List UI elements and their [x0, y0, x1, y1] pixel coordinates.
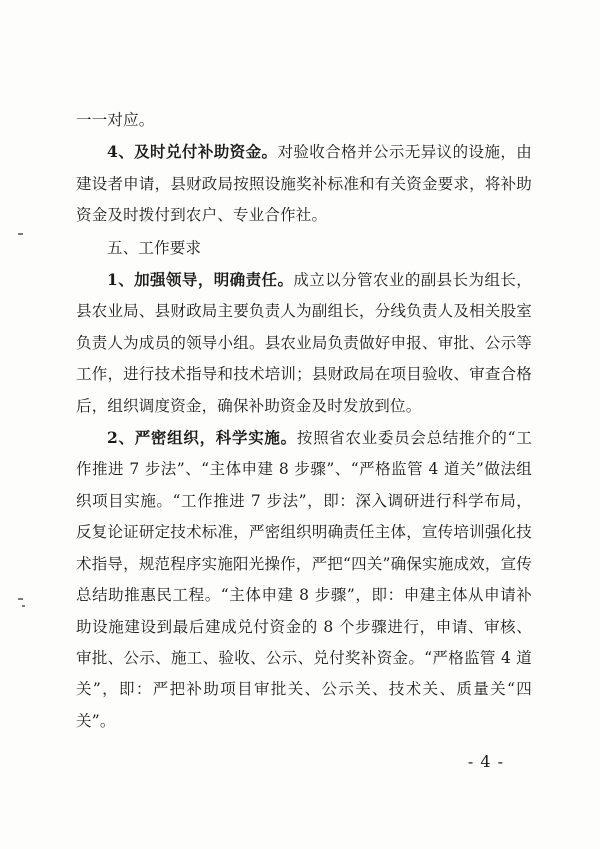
paragraph — [76, 136, 532, 231]
section-heading-text: 五、工作要求 — [107, 238, 202, 257]
paragraph-heading: 4、及时兑付补助资金。 — [107, 142, 278, 162]
paragraph-text: 成立以分管农业的副县长为组长，县农业局、县财政局主要负责人为副组长，分线负责人及相关股室负责人为成员的领导小组。县农业局负责做好申报、审批、公示等工作，进行技术指导和技术培训；县财政局在项目验收、审查合格后，组织调度资金，确保补助资金及时发放到位。 — [76, 271, 532, 415]
paragraph — [76, 264, 532, 422]
paragraph-heading: 2、严密组织，科学实施。 — [107, 428, 297, 448]
document-body — [76, 104, 532, 737]
paragraph — [76, 104, 532, 136]
paragraph — [76, 422, 532, 737]
scan-mark — [18, 233, 23, 235]
section-heading — [76, 232, 532, 264]
paragraph-text: 一一对应。 — [76, 111, 155, 129]
paragraph-text: 按照省农业委员会总结推介的“工作推进 7 步法”、“主体申建 8 步骤”、“严格监管 4 道关”做法组织项目实施。“工作推进 7 步法”，即：深入调研进行科学布局，反复论证研定技术标准，严密组织明确责任主体，宣传培训强化技术指导，规范程序实施阳光操作，严把“四关”确保实施成效，宣传总结助推惠民工程。“主体申建 8 步骤”，即：申建主体从申请补助设施建设到最后建成兑付资金的 8 个步骤进行，申请、审核、审批、公示、施工、验收、公示、兑付奖补资金。“严格监管 4 道关”，即：严把补助项目审批关、公示关、技术关、质量关“四关”。 — [76, 429, 532, 730]
paragraph-heading: 1、加强领导，明确责任。 — [107, 270, 294, 290]
paragraph-text: 对验收合格并公示无异议的设施，由建设者申请，县财政局按照设施奖补标准和有关资金要求，将补助资金及时拨付到农户、专业合作社。 — [76, 143, 532, 225]
scan-mark — [18, 598, 23, 600]
page-number: - 4 - — [467, 752, 504, 771]
scan-mark — [22, 605, 25, 607]
